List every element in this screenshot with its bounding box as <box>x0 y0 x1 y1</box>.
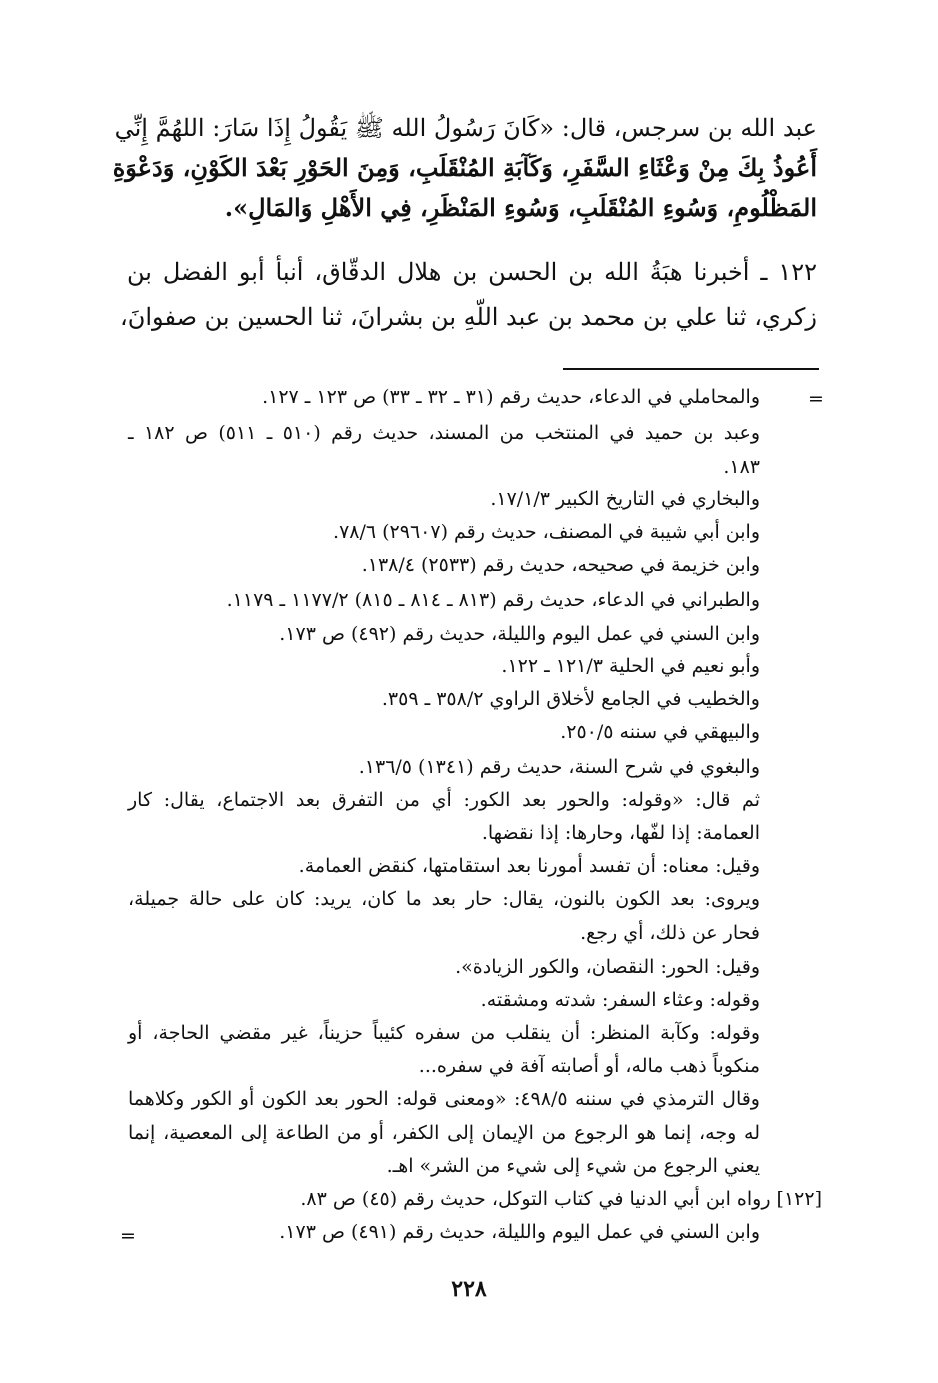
footnote-line: العمامة: إذا لفّها، وحارها: إذا نقضها. <box>481 822 760 844</box>
footnote-line: ثم قال: «وقوله: والحور بعد الكور: أي من التفرق بعد الاجتماع، يقال: كار <box>128 789 760 811</box>
footnote-line: وقوله: وعثاء السفر: شدته ومشقته. <box>480 989 760 1011</box>
footnote-line: منكوباً ذهب ماله، أو أصابته آفة في سفره... <box>418 1055 760 1077</box>
continuation-mark: = <box>808 388 824 410</box>
footnote-line: وعبد بن حميد في المنتخب من المسند، حديث رقم (٥١٠ ـ ٥١١) ص ١٨٢ ـ <box>128 422 760 444</box>
main-text-line: عبد الله بن سرجس، قال: «كَانَ رَسُولُ الله ﷺ يَقُولُ إِذَا سَارَ: اللهُمَّ إِنِّي <box>114 114 817 142</box>
hadith-122-line: ١٢٢ ـ أخبرنا هبَةُ الله بن الحسن بن هلال الدقّاق، أنبأ أبو الفضل بن <box>127 258 817 286</box>
footnote-line: وابن خزيمة في صحيحه، حديث رقم (٢٥٣٣) ١٣٨/٤. <box>361 554 760 576</box>
footnote-122-line: [١٢٢] رواه ابن أبي الدنيا في كتاب التوكل، حديث رقم (٤٥) ص ٨٣. <box>300 1188 822 1210</box>
footnote-line: يعني الرجوع من شيء إلى شيء من الشر» اهـ. <box>386 1155 760 1177</box>
footnote-line: وابن أبي شيبة في المصنف، حديث رقم (٢٩٦٠٧) ٧٨/٦. <box>333 521 760 543</box>
footnote-divider <box>563 368 819 370</box>
footnote-line: والبيهقي في سننه ٢٥٠/٥. <box>560 721 760 743</box>
main-text-line: أَعُوذُ بِكَ مِنْ وَعْثَاءِ السَّفَرِ، وَكَآبَةِ المُنْقَلَبِ، وَمِنَ الحَوْرِ بَعْدَ الكَوْنِ، وَدَعْوَةِ <box>112 153 817 182</box>
footnote-line: وابن السني في عمل اليوم والليلة، حديث رقم (٤٩١) ص ١٧٣. <box>279 1221 760 1243</box>
footnote-line: وقوله: وكآبة المنظر: أن ينقلب من سفره كئيباً حزيناً، غير مقضي الحاجة، أو <box>128 1022 760 1044</box>
footnote-line: والمحاملي في الدعاء، حديث رقم (٣١ ـ ٣٢ ـ ٣٣) ص ١٢٣ ـ ١٢٧. <box>262 386 760 408</box>
footnote-line: ١٨٣. <box>723 456 760 478</box>
main-text-line: المَظْلُومِ، وَسُوءِ المُنْقَلَبِ، وَسُوءِ المَنْظَرِ، فِي الأَهْلِ وَالمَالِ». <box>224 193 817 222</box>
continuation-mark-end: = <box>120 1225 136 1247</box>
page-number: ٢٢٨ <box>451 1276 487 1302</box>
footnote-line: والطبراني في الدعاء، حديث رقم (٨١٣ ـ ٨١٤ ـ ٨١٥) ١١٧٧/٢ ـ ١١٧٩. <box>226 589 760 611</box>
footnote-line: له وجه، إنما هو الرجوع من الإيمان إلى الكفر، أو من الطاعة إلى المعصية، إنما <box>128 1122 760 1144</box>
footnote-line: وأبو نعيم في الحلية ١٢١/٣ ـ ١٢٢. <box>501 655 760 677</box>
footnote-line: ويروى: بعد الكون بالنون، يقال: حار بعد ما كان، يريد: كان على حالة جميلة، <box>128 888 760 910</box>
footnote-line: فحار عن ذلك، أي رجع. <box>580 922 760 944</box>
footnote-line: وقيل: معناه: أن تفسد أمورنا بعد استقامتها، كنقض العمامة. <box>298 855 760 877</box>
footnote-line: وابن السني في عمل اليوم والليلة، حديث رقم (٤٩٢) ص ١٧٣. <box>279 623 760 645</box>
footnote-line: والبغوي في شرح السنة، حديث رقم (١٣٤١) ١٣٦/٥. <box>358 756 760 778</box>
footnote-line: والبخاري في التاريخ الكبير ١٧/١/٣. <box>490 488 760 510</box>
main-text-line: زكري، ثنا علي بن محمد بن عبد اللّهِ بن بشرانَ، ثنا الحسين بن صفوانَ، <box>120 303 817 331</box>
footnote-line: وقال الترمذي في سننه ٤٩٨/٥: «ومعنى قوله: الحور بعد الكون أو الكور وكلاهما <box>128 1088 760 1110</box>
footnote-line: والخطيب في الجامع لأخلاق الراوي ٣٥٨/٢ ـ ٣٥٩. <box>381 688 760 710</box>
footnote-line: وقيل: الحور: النقصان، والكور الزيادة». <box>455 956 760 978</box>
